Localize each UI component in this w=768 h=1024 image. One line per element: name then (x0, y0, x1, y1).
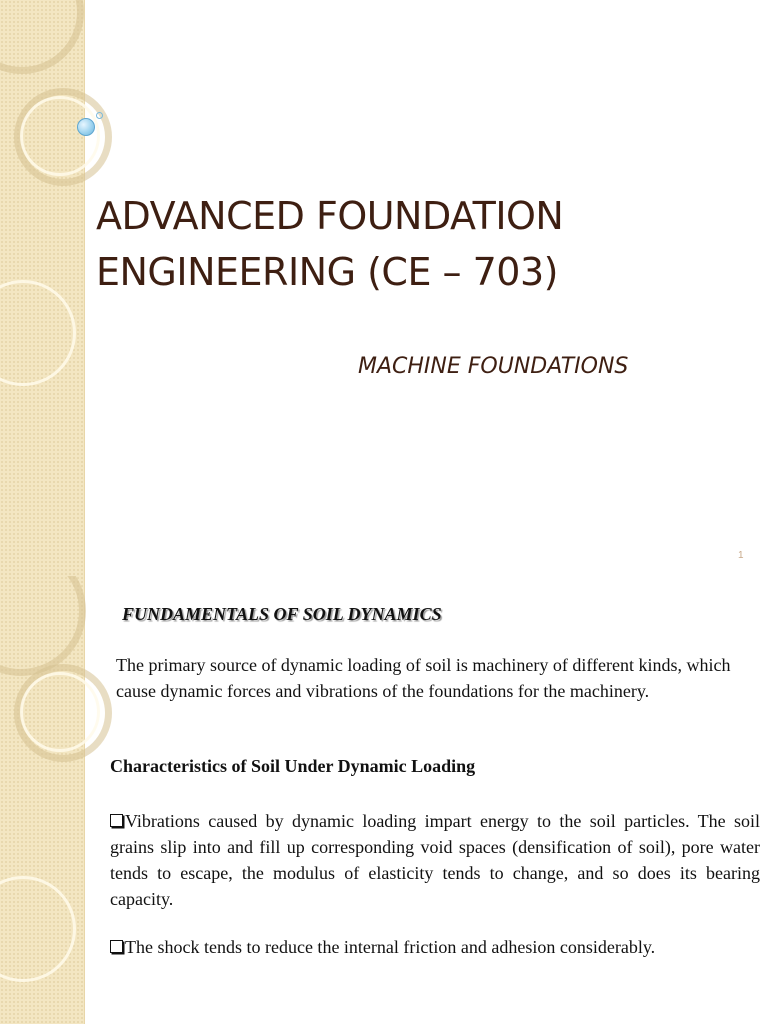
decorative-ring (0, 280, 76, 386)
decorative-ring (0, 0, 84, 74)
bubble-icon (77, 118, 95, 136)
title-line: ADVANCED FOUNDATION (96, 194, 564, 238)
page-number: 1 (738, 550, 744, 561)
decorative-sidebar (0, 576, 85, 1024)
checkbox-bullet-icon (110, 940, 123, 953)
section-heading: FUNDAMENTALS OF SOIL DYNAMICS (122, 604, 442, 624)
decorative-ring (20, 672, 100, 752)
bullet-text: The shock tends to reduce the internal friction and adhesion considerably. (125, 937, 656, 957)
list-item (110, 808, 760, 912)
checkbox-bullet-icon (110, 814, 123, 827)
decorative-ring (0, 876, 76, 982)
list-item (110, 934, 760, 960)
bubble-icon (96, 112, 103, 119)
subsection-heading: Characteristics of Soil Under Dynamic Loading (110, 756, 476, 776)
bullet-text: Vibrations caused by dynamic loading impart energy to the soil particles. The soil grains slip into and fill up corresponding void spaces (densification of soil), pore water tends to escape, the modulus of elasticity tends to change, and so does its bearing capacity. (110, 811, 760, 909)
slide-title (96, 188, 736, 300)
decorative-ring (0, 576, 86, 676)
decorative-ring (20, 96, 100, 176)
content-slide (0, 576, 768, 1024)
intro-paragraph: The primary source of dynamic loading of soil is machinery of different kinds, which cause dynamic forces and vibrations of the foundations for the machinery. (116, 655, 731, 701)
slide-subtitle: MACHINE FOUNDATIONS (358, 354, 629, 379)
title-line: ENGINEERING (CE – 703) (96, 250, 558, 294)
decorative-sidebar (0, 0, 85, 576)
